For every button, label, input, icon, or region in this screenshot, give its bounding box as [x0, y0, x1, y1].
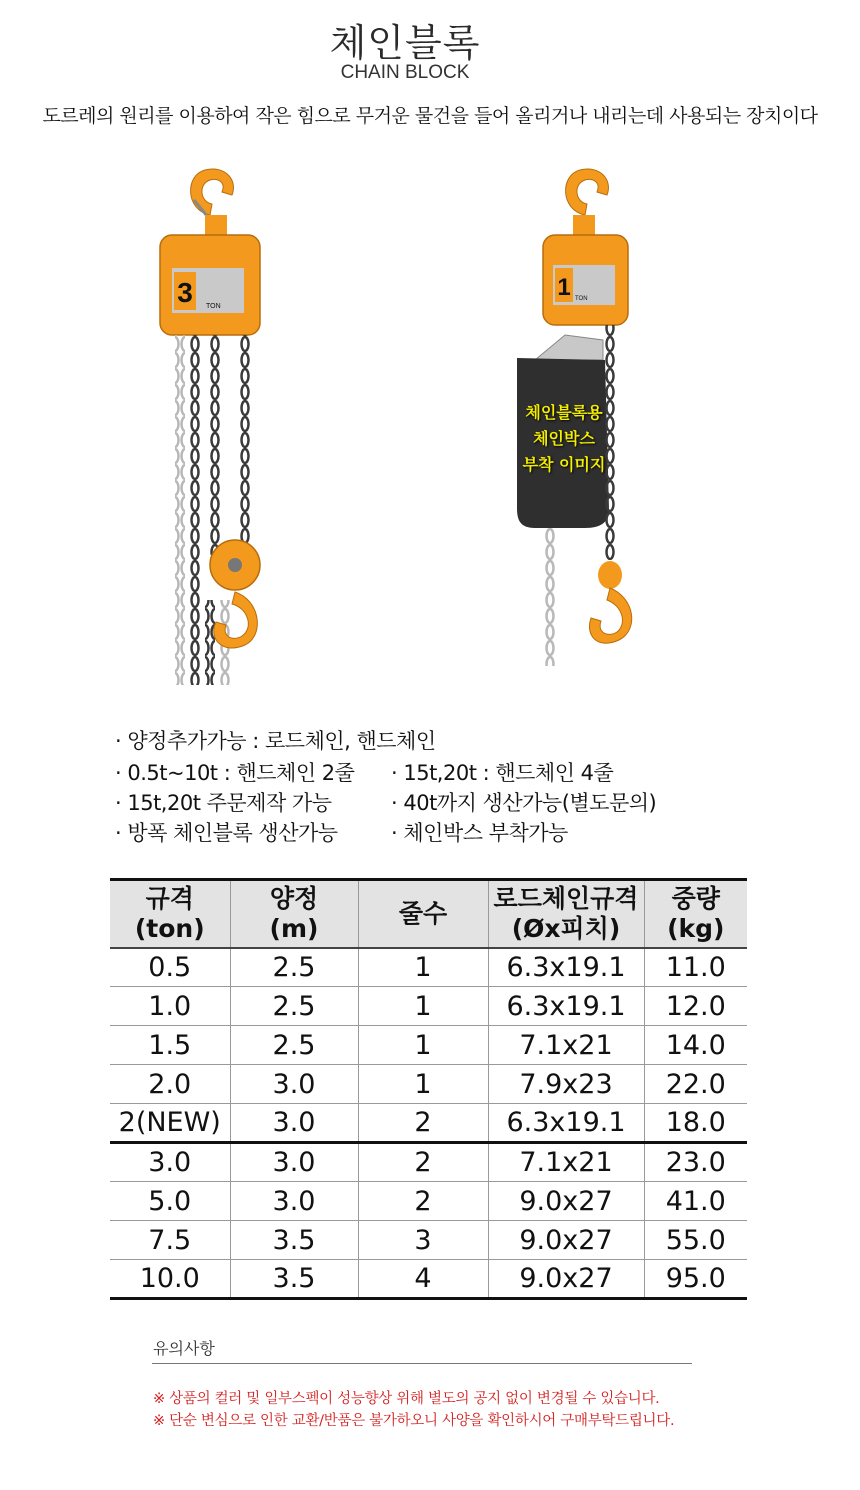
table-cell: 22.0: [644, 1065, 747, 1104]
table-cell: 41.0: [644, 1182, 747, 1221]
table-cell: 6.3x19.1: [488, 987, 644, 1026]
feature-item: · 0.5t~10t : 핸드체인 2줄: [115, 761, 355, 785]
table-cell: 6.3x19.1: [488, 948, 644, 987]
header-falls: 줄수: [358, 880, 488, 948]
table-cell: 3.0: [230, 1065, 358, 1104]
table-cell: 7.1x21: [488, 1026, 644, 1065]
overlay-line-1: 체인블록용: [525, 403, 603, 422]
table-row: [110, 987, 747, 1026]
notice-line-2: ※ 단순 변심으로 인한 교환/반품은 불가하오니 사양을 확인하시어 구매부탁드립니다.: [153, 1413, 675, 1429]
table-cell: 95.0: [644, 1260, 747, 1299]
table-cell: 1: [358, 1026, 488, 1065]
header-lift: 양정 (m): [230, 880, 358, 948]
table-cell: 2.0: [110, 1065, 230, 1104]
table-cell: 55.0: [644, 1221, 747, 1260]
table-cell: 2: [358, 1182, 488, 1221]
chain-box-overlay-text: [519, 400, 609, 478]
table-row: [110, 1026, 747, 1065]
table-cell: 1.5: [110, 1026, 230, 1065]
header-capacity: 규격 (ton): [110, 880, 230, 948]
table-cell: 3.0: [230, 1182, 358, 1221]
table-row: [110, 1221, 747, 1260]
table-cell: 3.5: [230, 1221, 358, 1260]
page-title: 체인블록: [329, 21, 481, 65]
table-cell: 2.5: [230, 1026, 358, 1065]
table-cell: 10.0: [110, 1260, 230, 1299]
page-description: 도르레의 원리를 이용하여 작은 힘으로 무거운 물건을 들어 올리거나 내리는데 사용되는 장치이다: [42, 105, 818, 127]
table-cell: 3.0: [110, 1143, 230, 1182]
page-subtitle: CHAIN BLOCK: [340, 62, 470, 83]
notice-title: 유의사항: [153, 1339, 215, 1358]
table-row: [110, 1260, 747, 1299]
table-row: [110, 1143, 747, 1182]
table-cell: 14.0: [644, 1026, 747, 1065]
table-cell: 23.0: [644, 1143, 747, 1182]
table-cell: 4: [358, 1260, 488, 1299]
notice-line-1: ※ 상품의 컬러 및 일부스펙이 성능향상 위해 별도의 공지 없이 변경될 수 있습니다.: [153, 1391, 660, 1407]
header-weight: 중량 (kg): [644, 880, 747, 948]
feature-item: · 40t까지 생산가능(별도문의): [391, 791, 657, 815]
table-cell: 12.0: [644, 987, 747, 1026]
chain-block-1ton-with-chain-box-image: [505, 160, 655, 670]
feature-item: · 15t,20t 주문제작 가능: [115, 791, 332, 815]
table-cell: 2(NEW): [110, 1104, 230, 1143]
table-cell: 2: [358, 1143, 488, 1182]
table-cell: 18.0: [644, 1104, 747, 1143]
table-cell: 7.1x21: [488, 1143, 644, 1182]
table-cell: 9.0x27: [488, 1221, 644, 1260]
table-cell: 1.0: [110, 987, 230, 1026]
table-cell: 2: [358, 1104, 488, 1143]
table-cell: 1: [358, 987, 488, 1026]
table-cell: 3.5: [230, 1260, 358, 1299]
table-cell: 1: [358, 948, 488, 987]
table-header-row: [110, 880, 747, 948]
table-cell: 1: [358, 1065, 488, 1104]
table-cell: 9.0x27: [488, 1260, 644, 1299]
table-cell: 5.0: [110, 1182, 230, 1221]
overlay-line-2: 체인박스: [533, 429, 595, 448]
table-cell: 7.9x23: [488, 1065, 644, 1104]
right-badge-number: 1: [557, 274, 571, 301]
table-cell: 11.0: [644, 948, 747, 987]
header-load-chain: 로드체인규격 (Øx피치): [488, 880, 644, 948]
table-cell: 0.5: [110, 948, 230, 987]
table-row: [110, 948, 747, 987]
chain-block-3ton-image: [150, 160, 280, 690]
feature-item: · 체인박스 부착가능: [391, 821, 568, 845]
feature-item: · 방폭 체인블록 생산가능: [115, 821, 338, 845]
spec-table: [110, 878, 747, 1300]
table-row: [110, 1182, 747, 1221]
table-cell: 7.5: [110, 1221, 230, 1260]
table-cell: 3: [358, 1221, 488, 1260]
table-row: [110, 1104, 747, 1143]
feature-item: · 양정추가가능 : 로드체인, 핸드체인: [115, 729, 436, 753]
table-cell: 3.0: [230, 1104, 358, 1143]
table-cell: 9.0x27: [488, 1182, 644, 1221]
feature-item: · 15t,20t : 핸드체인 4줄: [391, 761, 614, 785]
table-cell: 6.3x19.1: [488, 1104, 644, 1143]
table-cell: 2.5: [230, 948, 358, 987]
table-cell: 2.5: [230, 987, 358, 1026]
right-badge-unit: TON: [575, 296, 588, 302]
overlay-line-3: 부착 이미지: [522, 455, 606, 474]
notice-divider: [152, 1363, 692, 1364]
table-cell: 3.0: [230, 1143, 358, 1182]
left-badge-unit: TON: [206, 303, 221, 310]
table-row: [110, 1065, 747, 1104]
left-badge-number: 3: [177, 277, 193, 308]
